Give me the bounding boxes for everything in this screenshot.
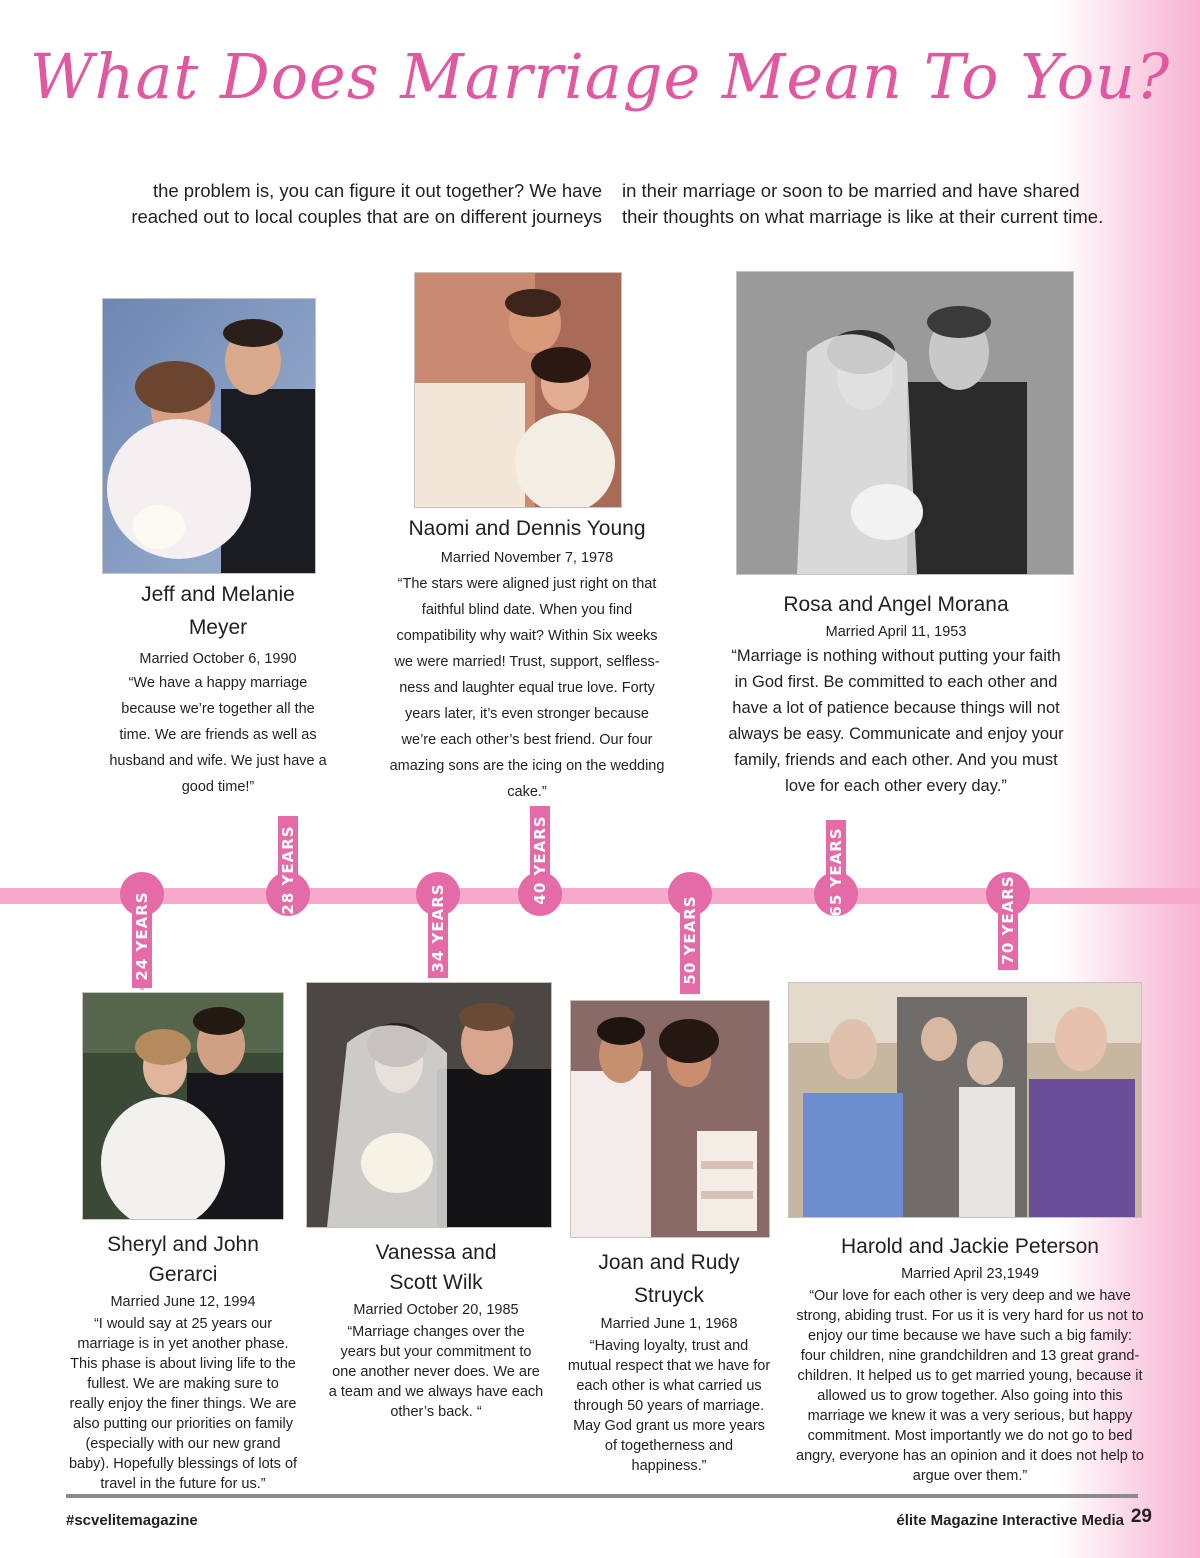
couple-name-line2: Scott Wilk (389, 1271, 483, 1294)
couple-quote: “The stars were aligned just right on that faithful blind date. When you find compatibility why wait? Within Six weeks we were married! Trust, support, selfless-ness and laughter equal true love. Forty years later, it’s even stronger because we’re each other’s best friend. Our four amazing sons are the icing on the wedding cake.” (389, 576, 665, 800)
wedding-date: Married June 1, 1968 (600, 1316, 738, 1332)
photo-peterson (788, 982, 1142, 1218)
couple-name: Naomi and Dennis Young (408, 517, 646, 540)
footer-publication: élite Magazine Interactive Media (896, 1512, 1124, 1529)
couple-name: Sheryl and John (107, 1233, 259, 1256)
couple-card-young (386, 512, 668, 805)
photo-struyck (570, 1000, 770, 1238)
couple-quote: “I would say at 25 years our marriage is in yet another phase. This phase is about living life to the fullest. We are making sure to really enjoy the finer things. We are also putting our priorities on family (especially with our new grand baby). Hopefully blessings of lots of travel in the future for us.” (68, 1316, 298, 1492)
couple-card-gerarci (68, 1230, 298, 1494)
couple-name-line2: Struyck (633, 1284, 704, 1307)
photo-gerarci (82, 992, 284, 1220)
couple-name: Joan and Rudy (598, 1251, 740, 1274)
couple-quote: “Our love for each other is very deep and we have strong, abiding trust. For us it is very hard for us not to enjoy our time because we have such a big family: four children, nine grandchildren and 13 great grand-children. It helped us to get married young, because it allowed us to grow together. Also going into this marriage we knew it was a very serious, but happy commitment. Most importantly we do not go to bed angry, everyone has an opinion and it does not help to argue over them.” (796, 1288, 1144, 1484)
photo-morana (736, 271, 1074, 575)
couple-name: Jeff and Melanie (141, 583, 295, 606)
page-number: 29 (1130, 1506, 1152, 1527)
footer-hashtag: #scvelitemagazine (66, 1512, 198, 1529)
intro-right-column: in their marriage or soon to be married and have shared their thoughts on what marriage is like at their current time. (622, 180, 1104, 227)
couple-name-line2: Gerarci (148, 1263, 218, 1286)
couple-quote: “We have a happy marriage because we’re together all the time. We are friends as well as husband and wife. We just have a good time!” (109, 675, 327, 795)
couple-card-morana (724, 588, 1068, 799)
intro-left-column: the problem is, you can figure it out together? We have reached out to local couples that are on different journeys (131, 180, 602, 227)
couple-card-struyck (566, 1246, 772, 1476)
couple-name-line2: Meyer (188, 616, 248, 639)
timeline-label-34: 34 YEARS (429, 883, 447, 973)
wedding-date: Married November 7, 1978 (440, 550, 614, 566)
timeline-label-40: 40 YEARS (531, 815, 549, 905)
timeline-label-28: 28 YEARS (279, 825, 297, 915)
couple-card-meyer (104, 578, 332, 800)
couple-card-peterson (794, 1232, 1146, 1486)
couple-card-wilk (328, 1238, 544, 1422)
photo-wilk (306, 982, 552, 1228)
wedding-date: Married April 23,1949 (901, 1266, 1039, 1282)
timeline-label-70: 70 YEARS (999, 875, 1017, 965)
wedding-date: Married October 6, 1990 (139, 651, 297, 667)
couple-quote: “Marriage is nothing without putting your faith in God first. Be committed to each other and have a lot of patience because things will not always be easy. Communicate and enjoy your family, friends and each other. And you must love for each other every day.” (728, 647, 1064, 795)
page-title: What Does Marriage Mean To You? (29, 40, 1171, 113)
timeline-label-50: 50 YEARS (681, 895, 699, 985)
timeline-label-65: 65 YEARS (827, 827, 845, 917)
wedding-date: Married October 20, 1985 (353, 1302, 519, 1318)
photo-young (414, 272, 622, 508)
photo-meyer (102, 298, 316, 574)
wedding-date: Married June 12, 1994 (110, 1294, 256, 1310)
couple-quote: “Marriage changes over the years but your commitment to one another never does. We are a team and we always have each other’s back. “ (328, 1324, 544, 1420)
couple-quote: “Having loyalty, trust and mutual respect that we have for each other is what carried us through 50 years of marriage. May God grant us more years of togetherness and happiness.” (567, 1338, 771, 1474)
footer-divider (66, 1494, 1138, 1498)
timeline-label-24: 24 YEARS (133, 891, 151, 981)
wedding-date: Married April 11, 1953 (825, 624, 967, 640)
couple-name: Harold and Jackie Peterson (841, 1235, 1099, 1258)
couple-name: Rosa and Angel Morana (783, 593, 1009, 616)
couple-name: Vanessa and (375, 1241, 497, 1264)
